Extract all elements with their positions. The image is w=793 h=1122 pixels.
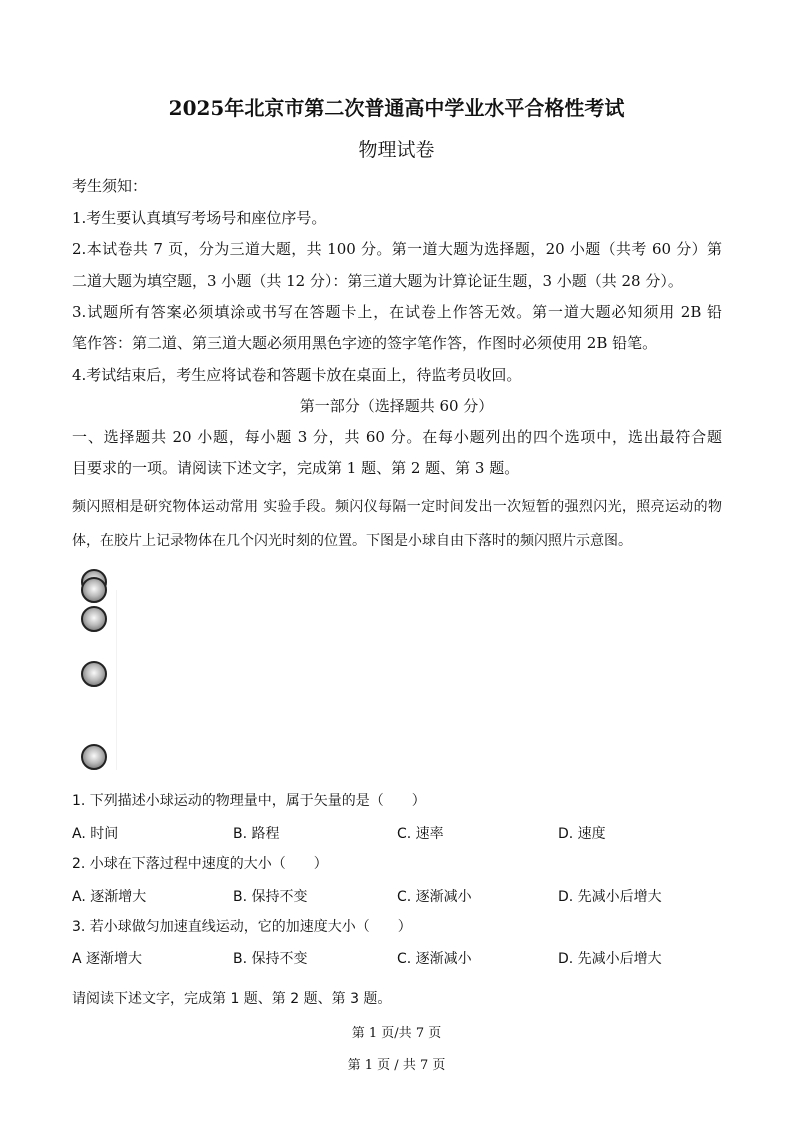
section-heading: 第一部分（选择题共 60 分） xyxy=(299,397,494,415)
ball-image xyxy=(81,744,107,770)
option: D. 先减小后增大 xyxy=(558,951,662,967)
option: B. 保持不变 xyxy=(233,951,308,967)
notice-item: 笔作答：第二道、第三道大题必须用黑色字迹的签字笔作答，作图时必须使用 2B 铅笔。 xyxy=(72,334,658,352)
option: D. 先减小后增大 xyxy=(558,889,662,905)
section-intro: 目要求的一项。请阅读下述文字，完成第 1 题、第 2 题、第 3 题。 xyxy=(72,459,520,477)
exam-title: 2025年北京市第二次普通高中学业水平合格性考试 xyxy=(168,96,625,120)
option: C. 逐渐减小 xyxy=(397,951,472,967)
notice-item: 3.试题所有答案必须填涂或书写在答题卡上，在试卷上作答无效。第一道大题必知须用 2B 铅 xyxy=(72,303,722,321)
ball-image xyxy=(81,661,107,687)
option: D. 速度 xyxy=(558,826,606,842)
closing-instruction: 请阅读下述文字，完成第 1 题、第 2 题、第 3 题。 xyxy=(72,991,392,1007)
notice-item: 2.本试卷共 7 页，分为三道大题，共 100 分。第一道大题为选择题，20 小题（共考 60 分）第 xyxy=(72,240,722,258)
notice-item: 4.考试结束后，考生应将试卷和答题卡放在桌面上，待监考员收回。 xyxy=(72,366,522,384)
question-stem: 2. 小球在下落过程中速度的大小（ ） xyxy=(72,856,328,872)
question-stem: 3. 若小球做匀加速直线运动，它的加速度大小（ ） xyxy=(72,919,412,935)
exam-subtitle: 物理试卷 xyxy=(358,139,435,161)
ball-image xyxy=(81,577,107,603)
notice-item: 二道大题为填空题，3 小题（共 12 分）：第三道大题为计算论证生题，3 小题（共 28 分）。 xyxy=(72,272,683,290)
notice-heading: 考生须知： xyxy=(72,177,148,195)
option: A. 逐渐增大 xyxy=(72,889,147,905)
notice-item: 1.考生要认真填写考场号和座位序号。 xyxy=(72,209,327,227)
option: A 逐渐增大 xyxy=(72,951,143,967)
option: C. 逐渐减小 xyxy=(397,889,472,905)
page-number-inner: 第 1 页/共 7 页 xyxy=(351,1026,442,1041)
option: A. 时间 xyxy=(72,826,119,842)
passage: 体，在胶片上记录物体在几个闪光时刻的位置。下图是小球自由下落时的频闪照片示意图。 xyxy=(72,533,632,549)
question-stem: 1. 下列描述小球运动的物理量中，属于矢量的是（ ） xyxy=(72,793,426,809)
option: C. 速率 xyxy=(397,826,444,842)
option: B. 路程 xyxy=(233,826,280,842)
option: B. 保持不变 xyxy=(233,889,308,905)
figure-border xyxy=(116,590,117,770)
section-intro: 一、选择题共 20 小题，每小题 3 分，共 60 分。在每小题列出的四个选项中，选出最符合题 xyxy=(72,428,722,446)
ball-image xyxy=(81,606,107,632)
page-number-outer: 第 1 页 / 共 7 页 xyxy=(347,1058,446,1073)
passage: 频闪照相是研究物体运动常用 实验手段。频闪仪每隔一定时间发出一次短暂的强烈闪光，照亮运动的物 xyxy=(72,499,722,515)
